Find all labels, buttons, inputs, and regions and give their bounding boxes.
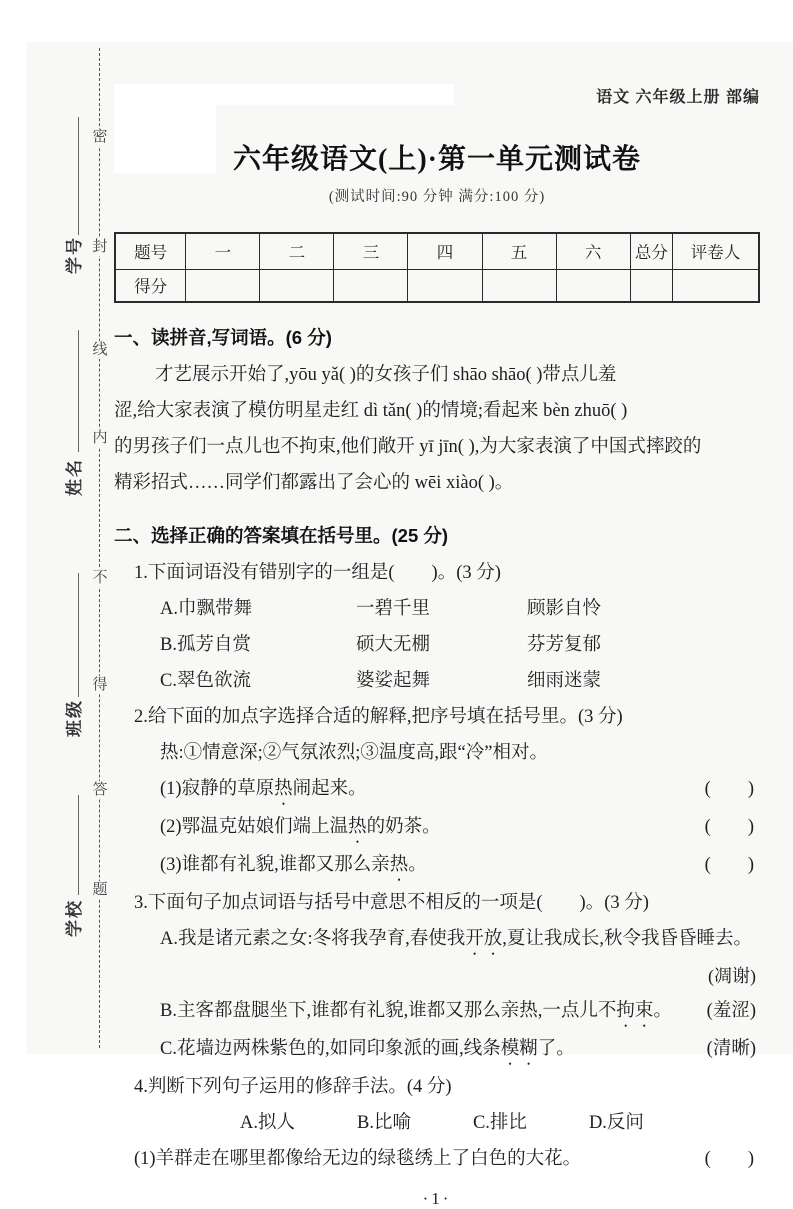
rhetoric-option: C.排比 xyxy=(472,1113,527,1133)
rhetoric-option: A.拟人 xyxy=(240,1113,295,1133)
pinyin-paragraph-line: 的男孩子们一点儿也不拘束,他们敞开 yī jīn( ),为大家表演了中国式摔跤的 xyxy=(114,437,702,457)
score-cell xyxy=(482,269,556,302)
seal-char: 答 xyxy=(90,781,110,799)
word-option: C.翠色欲流 xyxy=(160,671,251,691)
answer-bracket: ( ) xyxy=(704,1149,754,1169)
dotted-word: 拘束 xyxy=(616,1001,654,1021)
word-option: 芬芳复郁 xyxy=(527,635,602,655)
question-1-stem: 1.下面词语没有错别字的一组是( )。(3 分) xyxy=(134,563,501,583)
rhetoric-option: B.比喻 xyxy=(357,1113,411,1133)
pinyin-paragraph-line: 涩,给大家表演了模仿明星走红 dì tǎn( )的情境;看起来 bèn zhuō( ) xyxy=(114,401,628,421)
score-cell xyxy=(408,269,482,302)
score-table-header-cell: 六 xyxy=(556,233,630,269)
pinyin-paragraph-line: 才艺展示开始了,yōu yǎ( )的女孩子们 shāo shāo( )带点儿羞 xyxy=(155,365,617,385)
seal-char: 内 xyxy=(90,429,110,447)
item-sentence: (2)鄂温克姑娘们端上温热的奶茶。 xyxy=(160,817,441,837)
name-label: 姓名 xyxy=(65,458,84,496)
score-cell xyxy=(556,269,630,302)
score-table-header-row xyxy=(115,233,759,269)
test-info-subtitle: (测试时间:90 分钟 满分:100 分) xyxy=(328,189,546,205)
question-3-item-c xyxy=(114,1031,760,1069)
question-2-item xyxy=(114,771,760,809)
score-cell xyxy=(334,269,408,302)
dotted-word: 开放 xyxy=(465,929,503,949)
name-blank-line xyxy=(78,330,79,452)
score-table-header-cell: 题号 xyxy=(115,233,186,269)
question-1-option-row xyxy=(160,627,760,663)
item-note: (羞涩) xyxy=(706,1001,756,1021)
word-option: 顾影自怜 xyxy=(527,599,602,619)
question-2-gloss: 热:①情意深;②气氛浓烈;③温度高,跟“冷”相对。 xyxy=(160,743,548,763)
score-row-label: 得分 xyxy=(115,269,186,302)
word-option: A.巾飘带舞 xyxy=(160,599,252,619)
score-cell xyxy=(186,269,260,302)
score-table-header-cell: 评卷人 xyxy=(673,233,759,269)
question-3-item-b xyxy=(114,993,760,1031)
test-paper-content xyxy=(114,84,760,1209)
score-cell xyxy=(260,269,334,302)
score-cell xyxy=(673,269,759,302)
student-id-blank-line xyxy=(78,117,79,235)
seal-char: 题 xyxy=(90,881,110,899)
class-label: 班级 xyxy=(65,699,84,737)
seal-char: 不 xyxy=(90,569,110,587)
word-option: 细雨迷蒙 xyxy=(527,671,602,691)
seal-char: 密 xyxy=(90,128,110,146)
question-4-item xyxy=(114,1141,760,1177)
answer-bracket: ( ) xyxy=(704,817,754,837)
score-table-header-cell: 一 xyxy=(186,233,260,269)
question-1-option-row xyxy=(160,591,760,627)
school-label: 学校 xyxy=(65,899,84,937)
class-blank-line xyxy=(78,573,79,697)
page-title: 六年级语文(上)·第一单元测试卷 xyxy=(233,144,641,175)
question-3-item-a-note: (凋谢) xyxy=(708,966,756,986)
item-sentence: C.花墙边两株紫色的,如同印象派的画,线条模糊了。 xyxy=(160,1039,575,1059)
item-sentence: (1)羊群走在哪里都像给无边的绿毯绣上了白色的大花。 xyxy=(134,1149,582,1169)
pinyin-paragraph-line: 精彩招式……同学们都露出了会心的 wēi xiào( )。 xyxy=(114,473,514,493)
question-2-item xyxy=(114,847,760,885)
dotted-char: 热 xyxy=(348,817,367,837)
page-number: ·1· xyxy=(422,1189,452,1208)
question-2-item xyxy=(114,809,760,847)
question-2-stem: 2.给下面的加点字选择合适的解释,把序号填在括号里。(3 分) xyxy=(134,707,623,727)
dotted-word: 模糊 xyxy=(500,1039,538,1059)
seal-char: 线 xyxy=(90,341,110,359)
seal-char: 封 xyxy=(90,238,110,256)
question-1-option-row xyxy=(160,663,760,699)
word-option: 硕大无棚 xyxy=(356,635,431,655)
item-sentence: B.主客都盘腿坐下,谁都有礼貌,谁都又那么亲热,一点儿不拘束。 xyxy=(160,1001,672,1021)
answer-bracket: ( ) xyxy=(704,855,754,875)
word-option: 婆娑起舞 xyxy=(356,671,431,691)
score-table-header-cell: 二 xyxy=(260,233,334,269)
score-table xyxy=(114,232,760,303)
answer-bracket: ( ) xyxy=(704,779,754,799)
item-note: (清晰) xyxy=(706,1039,756,1059)
dotted-char: 热 xyxy=(389,855,409,875)
seal-char: 得 xyxy=(90,676,110,694)
section-one-heading: 一、读拼音,写词语。(6 分) xyxy=(114,327,332,348)
rhetoric-option: D.反问 xyxy=(588,1113,644,1133)
question-4-stem: 4.判断下列句子运用的修辞手法。(4 分) xyxy=(134,1077,452,1097)
item-sentence: (3)谁都有礼貌,谁都又那么亲热。 xyxy=(160,855,427,875)
question-3-stem: 3.下面句子加点词语与括号中意思不相反的一项是( )。(3 分) xyxy=(134,893,649,913)
score-table-header-cell: 三 xyxy=(334,233,408,269)
school-blank-line xyxy=(78,795,79,895)
section-two-heading: 二、选择正确的答案填在括号里。(25 分) xyxy=(114,525,449,546)
word-option: B.孤芳自赏 xyxy=(160,635,251,655)
item-sentence: (1)寂静的草原热闹起来。 xyxy=(160,779,367,799)
score-table-header-cell: 五 xyxy=(482,233,556,269)
word-option: 一碧千里 xyxy=(356,599,431,619)
student-id-label: 学号 xyxy=(65,236,84,274)
question-3-item-a: A.我是诸元素之女:冬将我孕育,春使我开放,夏让我成长,秋令我昏昏睡去。 xyxy=(160,929,753,949)
score-table-score-row xyxy=(115,269,759,302)
score-table-header-cell: 总分 xyxy=(630,233,673,269)
score-table-header-cell: 四 xyxy=(408,233,482,269)
score-cell xyxy=(630,269,673,302)
edition-header: 语文 六年级上册 部编 xyxy=(596,89,760,106)
question-4-options-row xyxy=(240,1105,760,1141)
dotted-char: 热 xyxy=(274,779,293,799)
